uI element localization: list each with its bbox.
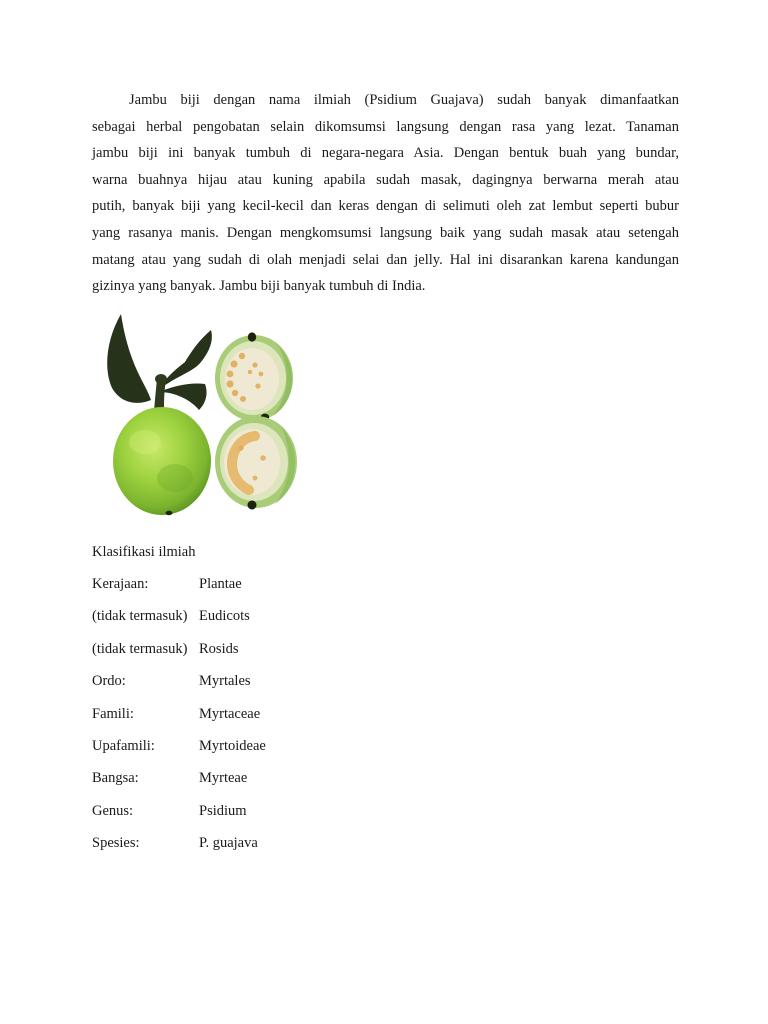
classification-label: (tidak termasuk) <box>92 640 188 657</box>
classification-label: Genus: <box>92 802 134 819</box>
classification-value: Psidium <box>199 802 247 819</box>
paragraph-line: jambu biji ini banyak tumbuh di negara-negara Asia. Dengan bentuk buah yang bundar, <box>92 145 679 162</box>
classification-table <box>92 574 512 866</box>
classification-label: Spesies: <box>92 835 140 852</box>
classification-label: Upafamili: <box>92 737 155 754</box>
classification-value: Eudicots <box>199 608 250 625</box>
guava-photo-figure <box>95 308 305 516</box>
classification-row <box>92 671 512 703</box>
classification-row <box>92 574 512 606</box>
paragraph-line: sebagai herbal pengobatan selain dikomsumsi langsung dengan rasa yang lezat. Tanaman <box>92 118 679 135</box>
classification-row <box>92 736 512 768</box>
classification-row <box>92 704 512 736</box>
paragraph-line: Jambu biji dengan nama ilmiah (Psidium Guajava) sudah banyak dimanfaatkan <box>129 92 679 108</box>
guava-half-top <box>215 332 293 421</box>
classification-row <box>92 768 512 800</box>
leaf-right <box>161 330 212 388</box>
classification-value: Plantae <box>199 576 242 592</box>
classification-label: Famili: <box>92 705 134 722</box>
paragraph-line: gizinya yang banyak. Jambu biji banyak tumbuh di India. <box>92 278 426 295</box>
classification-row <box>92 639 512 671</box>
leaf-left <box>107 314 151 403</box>
classification-value: Myrtaceae <box>199 705 261 722</box>
classification-label: Ordo: <box>92 673 126 690</box>
classification-label: (tidak termasuk) <box>92 608 188 625</box>
classification-value: Myrtoideae <box>199 737 266 754</box>
classification-row <box>92 833 512 865</box>
paragraph-line: yang rasanya manis. Dengan mengkomsumsi langsung baik yang sudah masak atau setengah <box>92 224 679 241</box>
classification-value: Myrtales <box>199 673 251 690</box>
intro-paragraph <box>92 87 679 300</box>
paragraph-line: matang atau yang sudah di olah menjadi selai dan jelly. Hal ini disarankan karena kandungan <box>92 251 679 268</box>
classification-row <box>92 606 512 638</box>
guava-half-bottom <box>215 416 297 510</box>
classification-value: Myrteae <box>199 770 248 787</box>
classification-value: Rosids <box>199 640 239 657</box>
leaf-right-lobe <box>159 383 207 410</box>
classification-row <box>92 801 512 833</box>
classification-value: P. guajava <box>199 835 258 852</box>
guava-photo <box>95 308 305 516</box>
classification-title: Klasifikasi ilmiah <box>92 544 196 560</box>
whole-guava <box>113 407 211 515</box>
classification-label: Kerajaan: <box>92 576 149 592</box>
paragraph-line: warna buahnya hijau atau kuning apabila sudah masak, dagingnya berwarna merah atau <box>92 171 679 188</box>
paragraph-line: putih, banyak biji yang kecil-kecil dan keras dengan di selimuti oleh zat lembut seperti bubur <box>92 198 679 215</box>
classification-label: Bangsa: <box>92 770 139 787</box>
